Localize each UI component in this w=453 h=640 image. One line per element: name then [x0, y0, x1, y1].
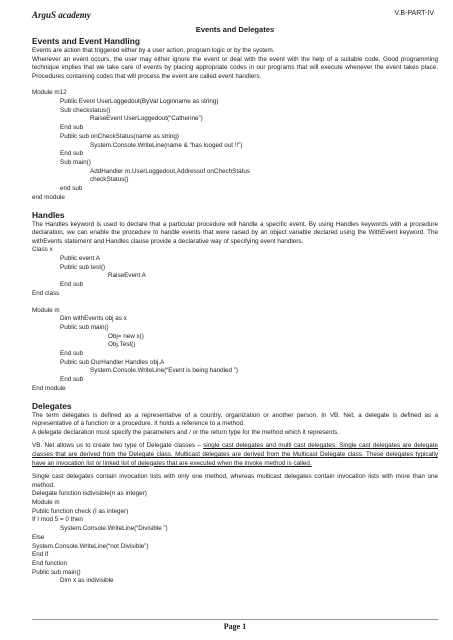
code-line: Delegate function isdivisible(n as integer) — [32, 490, 147, 498]
section-heading-events: Events and Event Handling — [32, 36, 140, 46]
page-number: Page 1 — [223, 622, 247, 631]
code-block-delegate — [32, 490, 438, 586]
code-line: checkStatus() — [90, 176, 129, 184]
brand-name: ArguS academy — [32, 10, 91, 20]
code-line: End sub — [60, 350, 84, 358]
page-footer — [32, 619, 438, 634]
code-line: Obj= new x() — [108, 332, 144, 340]
paragraph: Single cast delegates contain invocation lists with only one method, whereas multicast delegates contain invocation lists with more than one method. — [32, 473, 438, 489]
paragraph: A delegate declaration must specify the parameters and / or the return type for the method which it represents. — [32, 428, 339, 436]
code-line: If I mod 5 = 0 then — [32, 516, 83, 524]
code-line: Module m — [32, 306, 60, 314]
code-block-module-m — [32, 307, 438, 394]
code-line: End function — [32, 559, 68, 567]
code-line: Public sub main() — [60, 323, 109, 331]
code-line: Public sub OurHandler Handles obj.A — [60, 358, 165, 366]
code-line: RaiseEvent A — [108, 272, 146, 280]
code-line: Sub checkstatus() — [60, 106, 111, 114]
section-heading-delegates: Delegates — [32, 400, 72, 411]
paragraph: The term delegates is defined as a representative of a country, organization or another person. In VB. Net, a delegate is defined as a representative of a function or a procedure. It holds a reference to a method. — [32, 411, 438, 428]
code-line: Module m12 — [32, 89, 67, 97]
code-line: End sub — [60, 281, 84, 289]
paragraph: The Handles keyword is used to declare that a particular procedure will handle a specific event. By using Handles keywords with a procedure declaration, we can enable the procedure to handle events that were raised by an object variable declared using the WithEvent keyword. The withEvents statement and Handles clause provide a declarative way of specifying event handlers. — [32, 220, 438, 245]
header-part-label: V.B-PART-IV — [394, 10, 434, 17]
code-line: Public event A — [60, 255, 100, 262]
code-line: End class — [32, 289, 60, 297]
code-line: AddHandler m.UserLoggedout,Addressof onChechStatus — [90, 167, 250, 175]
code-line: System.Console.WriteLine(“Divisible ”) — [60, 525, 168, 533]
code-line: Dim x as indivisible — [60, 577, 114, 585]
paragraph-delegate-types — [32, 442, 438, 468]
code-line: Public function check (I as integer) — [32, 507, 129, 515]
code-line: Public Event UserLoggedout(ByVal Loginname as string) — [60, 98, 219, 106]
code-line: Dim withEvents obj as x — [60, 315, 127, 323]
code-line: RaiseEvent UserLoggedout(“Catherine”) — [90, 115, 203, 123]
document-page — [32, 10, 438, 634]
code-line: End module — [32, 384, 66, 392]
code-line: end module — [32, 193, 65, 201]
text-plain: VB. Net allows us to create two type of Delegate classes – — [32, 442, 204, 450]
section-heading-handles: Handles — [32, 209, 65, 220]
code-line: Public sub main() — [32, 568, 81, 576]
code-line: Class x — [32, 246, 53, 254]
code-block-module-m12 — [32, 89, 438, 202]
code-line: End sub — [60, 376, 84, 384]
code-line: End sub — [60, 124, 84, 132]
paragraph: Whenever an event occurs, the user may either ignore the event or deal with the event with the help of a suitable code. Good programming technique implies that we take care of events by placing appropriate codes in our programs that will execute whenever the event takes place. Procedures containing codes that will process the event are called event handlers. — [32, 55, 438, 80]
code-line: End sub — [60, 150, 84, 158]
paragraph: Events are action that triggered either by a user action, program logic or by the system. — [32, 47, 275, 54]
code-line: System.Console.WriteLine(“Event is being handled ”) — [90, 367, 238, 375]
code-line: Public sub onCheckStatus(name as string) — [60, 132, 179, 140]
code-line: Sub main() — [60, 159, 91, 166]
code-line: System.Console.WriteLine(“not Divisible”) — [32, 542, 149, 550]
page-header — [32, 10, 438, 24]
code-line: Obj.Test() — [108, 341, 136, 349]
code-line: Public sub test() — [60, 263, 106, 271]
code-line: Module m — [32, 499, 60, 506]
code-line: System.Console.WriteLine(name & “has looged out !!”) — [90, 141, 243, 149]
page-title: Events and Delegates — [195, 25, 275, 34]
code-line: end sub — [60, 185, 83, 193]
code-block-class-x — [32, 246, 438, 298]
code-line: End if — [32, 551, 49, 559]
code-line: Else — [32, 533, 45, 541]
text-underlined: single cast delegates and multi cast delegates. Single cast delegates are delegate classes that are derived from the Delegate class. Multicast delegates are derived from the Multicast Delegate class. These delegates typically have an invocation list or linked list of delegates that are executed when the invoke method is called. — [32, 442, 438, 467]
